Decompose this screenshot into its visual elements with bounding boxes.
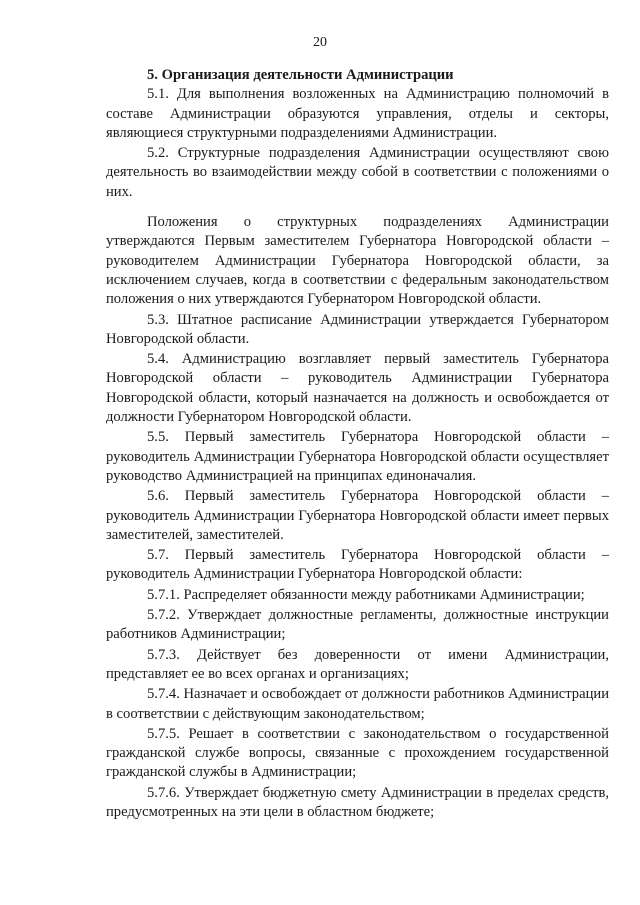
paragraph-5-7-4: 5.7.4. Назначает и освобождает от должности работников Администрации в соответствии с действующим законодательством; [106, 686, 609, 722]
paragraph-5-1: 5.1. Для выполнения возложенных на Администрацию полномочий в составе Администрации образуются управления, отделы и секторы, являющиеся структурными подразделениями Администрации. [106, 86, 609, 141]
paragraph-5-7-3: 5.7.3. Действует без доверенности от имени Администрации, представляет ее во всех органах и организациях; [106, 646, 609, 682]
paragraph-5-7-5: 5.7.5. Решает в соответствии с законодательством о государственной гражданской службе вопросы, связанные с прохождением государственной гражданской службы в Администрации; [106, 725, 609, 781]
paragraph-5-7: 5.7. Первый заместитель Губернатора Новгородской области – руководитель Администрации Губернатора Новгородской области: [106, 547, 609, 583]
paragraph-5-7-1: 5.7.1. Распределяет обязанности между работниками Администрации; [147, 586, 585, 603]
section-heading: 5. Организация деятельности Администрации [147, 67, 454, 83]
paragraph-5-5: 5.5. Первый заместитель Губернатора Новгородской области – руководитель Администрации Губернатора Новгородской области осуществляет руководство Администрацией на принципах единоначалия. [106, 429, 609, 484]
paragraph-5-4: 5.4. Администрацию возглавляет первый заместитель Губернатора Новгородской области – руководитель Администрации Губернатора Новгородской области, который назначается на должность и освобождается от должности Губернатором Новгородской области. [106, 351, 609, 426]
paragraph-5-2: 5.2. Структурные подразделения Администрации осуществляют свою деятельность во взаимодействии между собой в соответствии с положениями о них. [106, 145, 609, 200]
paragraph-5-3: 5.3. Штатное расписание Администрации утверждается Губернатором Новгородской области. [106, 311, 609, 347]
page-number: 20 [313, 35, 327, 50]
document-body [106, 66, 609, 823]
paragraph-5-7-2: 5.7.2. Утверждает должностные регламенты, должностные инструкции работников Администрации; [106, 607, 609, 643]
paragraph-regulations: Положения о структурных подразделениях Администрации утверждаются Первым заместителем Губернатора Новгородской области – руководителем Администрации Губернатора Новгородской области, за исключением случаев, когда в соответствии с федеральным законодательством положения о них утверждаются Губернатором Новгородской области. [106, 214, 609, 308]
paragraph-5-7-6: 5.7.6. Утверждает бюджетную смету Администрации в пределах средств, предусмотренных на эти цели в областном бюджете; [106, 784, 609, 820]
paragraph-5-6: 5.6. Первый заместитель Губернатора Новгородской области – руководитель Администрации Губернатора Новгородской области имеет первых заместителей, заместителей. [106, 488, 609, 543]
